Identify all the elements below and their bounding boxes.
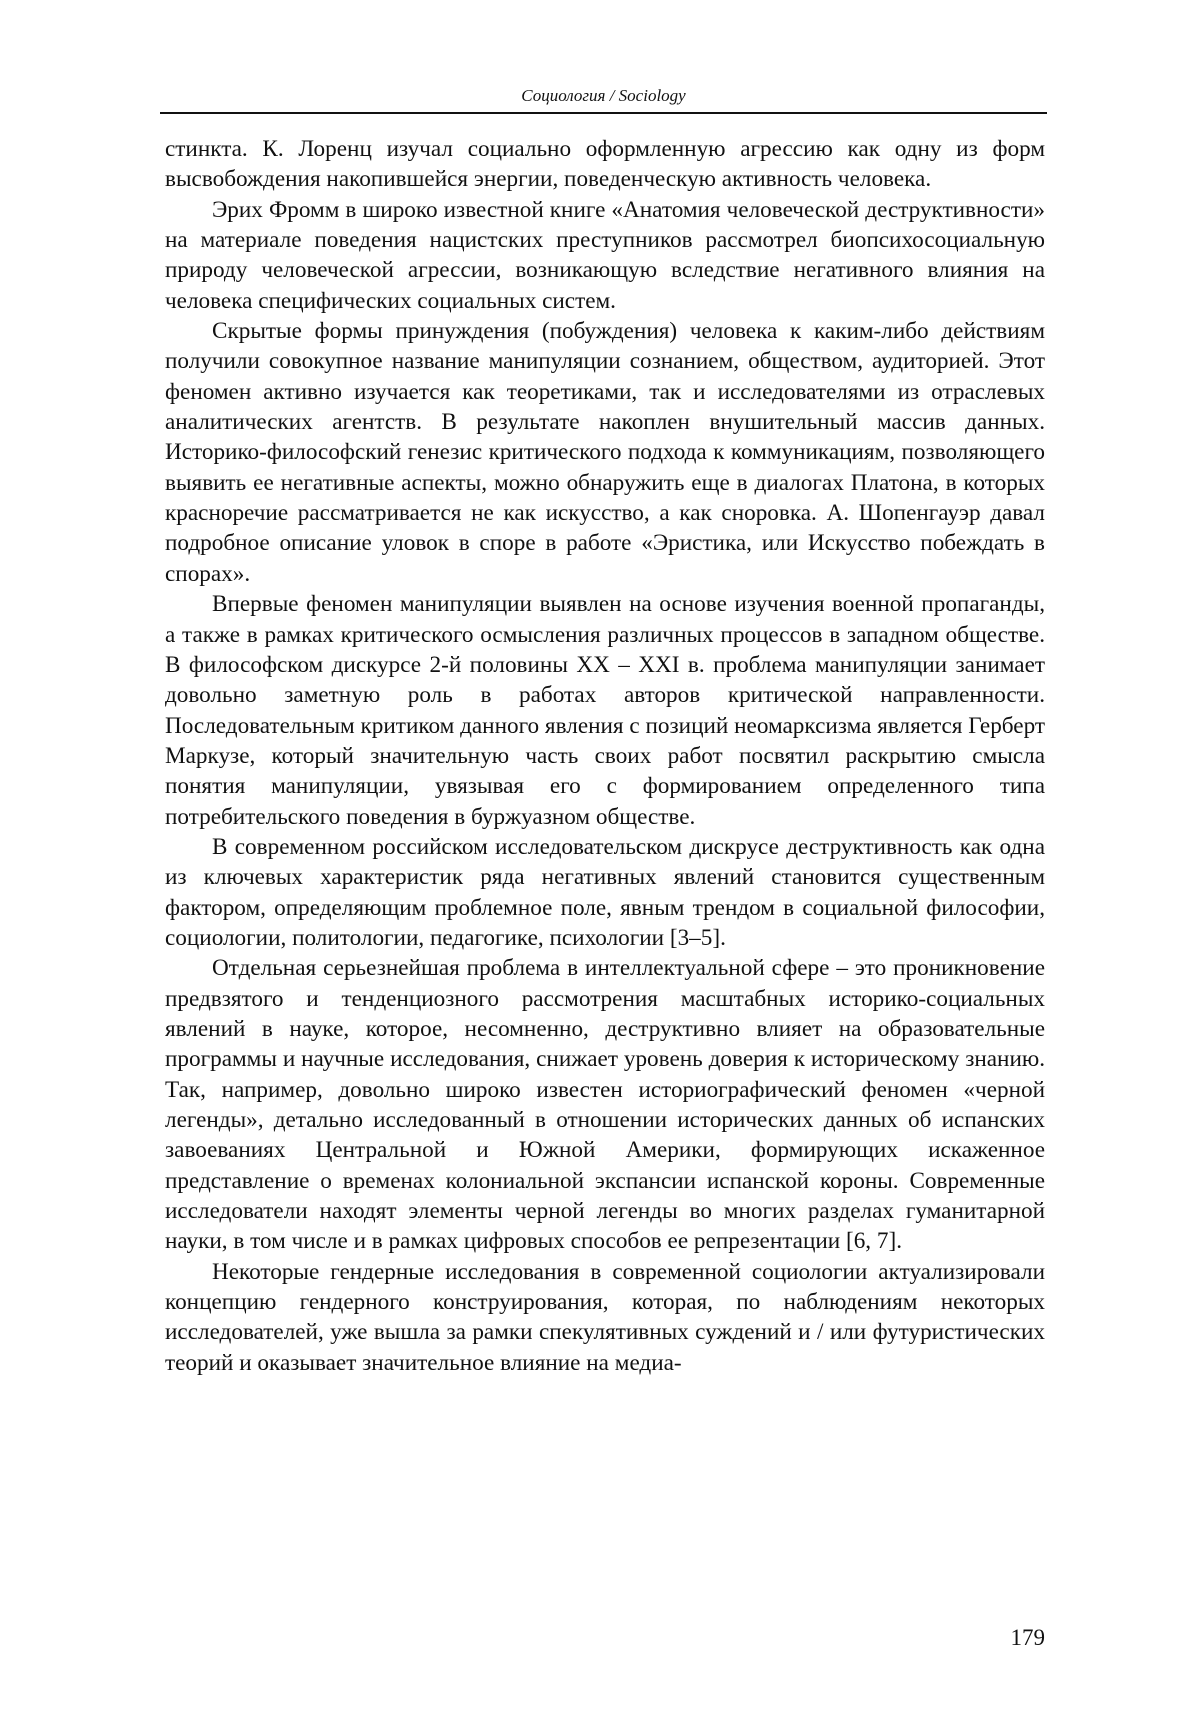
header-rule (160, 112, 1047, 114)
paragraph-propaganda: Впервые феномен манипуляции выявлен на основе изучения военной пропаганды, а также в рамках критического осмысления различных процессов в западном обществе. В философском дискурсе 2-й половины XX – XXI в. проблема манипуляции занимает довольно заметную роль в работах авторов критической направленности. Последовательным критиком данного явления с позиций неомарксизма является Герберт Маркузе, который значительную часть своих работ посвятил раскрытию смысла понятия манипуляции, увязывая его с формированием определенного типа потребительского поведения в буржуазном обществе. (165, 591, 1045, 830)
paragraph-russian-discourse: В современном российском исследовательском дискрусе деструктивность как одна из ключевых характеристик ряда негативных явлений становится существенным фактором, определяющим проблемное поле, явным трендом в социальной философии, социологии, политологии, педагогике, психологии [3–5]. (165, 833, 1045, 951)
running-head: Социология / Sociology (521, 86, 686, 105)
paragraph-gender: Некоторые гендерные исследования в современной социологии актуализировали концепцию гендерного конструирования, которая, по наблюдениям некоторых исследователей, уже вышла за рамки спекулятивных суждений и / или футуристических теорий и оказывает значительное влияние на медиа- (165, 1258, 1045, 1376)
page-number: 179 (1010, 1625, 1045, 1650)
paragraph-black-legend: Отдельная серьезнейшая проблема в интеллектуальной сфере – это проникновение предвзятого и тенденциозного рассмотрения масштабных историко-социальных явлений в науке, которое, несомненно, деструктивно влияет на образовательные программы и научные исследования, снижает уровень доверия к историческому знанию. Так, например, довольно широко известен историографический феномен «черной легенды», детально исследованный в отношении исторических данных об испанских завоеваниях Центральной и Южной Америки, формирующих искаженное представление о временах колониальной экспансии испанской короны. Современные исследователи находят элементы черной легенды во многих разделах гуманитарной науки, в том числе и в рамках цифровых способов ее репрезентации [6, 7]. (165, 955, 1045, 1255)
paragraph-fromm: Эрих Фромм в широко известной книге «Анатомия человеческой деструктивности» на материале поведения нацистских преступников рассмотрел биопсихосоциальную природу человеческой агрессии, возникающую вследствие негативного влияния на человека специфических социальных систем. (165, 196, 1045, 314)
body-text (165, 134, 1045, 1378)
paragraph-continuation: стинкта. К. Лоренц изучал социально оформленную агрессию как одну из форм высвобождения накопившейся энергии, поведенческую активность человека. (165, 136, 1045, 193)
paragraph-manipulation: Скрытые формы принуждения (побуждения) человека к каким-либо действиям получили совокупное название манипуляции сознанием, обществом, аудиторией. Этот феномен активно изучается как теоретиками, так и исследователями из отраслевых аналитических агентств. В результате накоплен внушительный массив данных. Историко-философский генезис критического подхода к коммуникациям, позволяющего выявить ее негативные аспекты, можно обнаружить еще в диалогах Платона, в которых красноречие рассматривается не как искусство, а как сноровка. А. Шопенгауэр давал подробное описание уловок в споре в работе «Эристика, или Искусство побеждать в спорах». (165, 318, 1045, 587)
